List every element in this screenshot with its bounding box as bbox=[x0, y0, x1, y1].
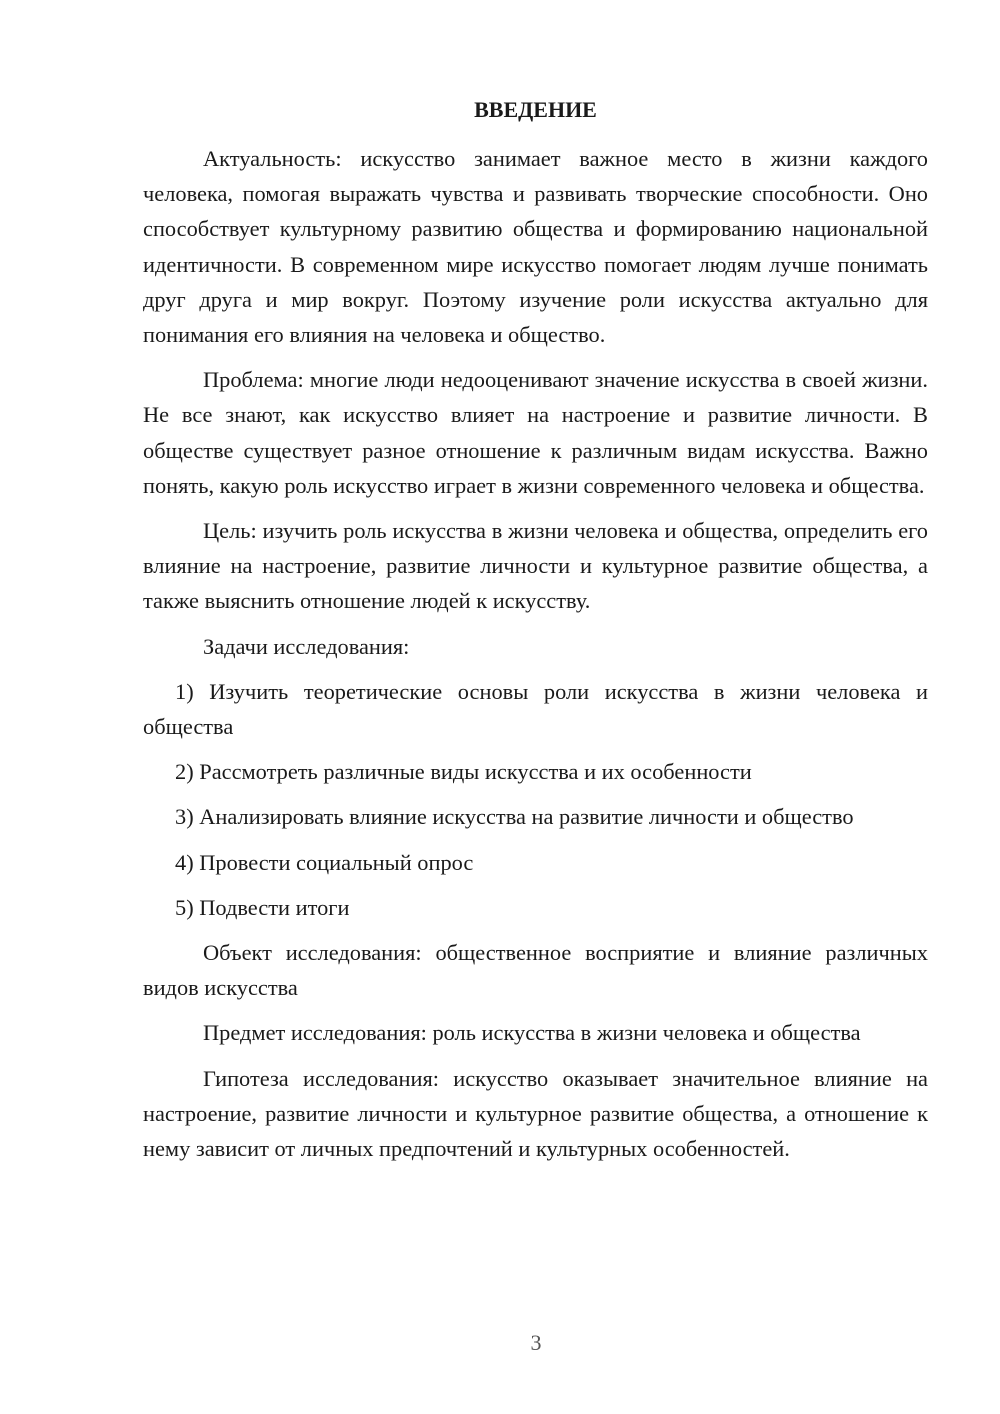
page-title: ВВЕДЕНИЕ bbox=[474, 97, 597, 122]
object-paragraph: Объект исследования: общественное восприятие и влияние различных видов искусства bbox=[143, 940, 928, 1001]
task-item-5: 5) Подвести итоги bbox=[175, 894, 350, 920]
task-item-3: 3) Анализировать влияние искусства на развитие личности и общество bbox=[175, 804, 854, 830]
hypothesis-paragraph: Гипотеза исследования: искусство оказывает значительное влияние на настроение, развитие личности и культурное развитие общества, а отношение к нему зависит от личных предпочтений и культурных особенностей. bbox=[143, 1065, 928, 1162]
goal-paragraph: Цель: изучить роль искусства в жизни человека и общества, определить его влияние на настроение, развитие личности и культурное развитие общества, а также выяснить отношение людей к искусству. bbox=[143, 518, 928, 614]
problem-paragraph: Проблема: многие люди недооценивают значение искусства в своей жизни. Не все знают, как искусство влияет на настроение и развитие личности. В обществе существует разное отношение к различным видам искусства. Важно понять, какую роль искусство играет в жизни современного человека и общества. bbox=[143, 367, 928, 498]
tasks-heading: Задачи исследования: bbox=[203, 633, 410, 659]
relevance-paragraph: Актуальность: искусство занимает важное место в жизни каждого человека, помогая выражать чувства и развивать творческие способности. Оно способствует культурному развитию общества и формированию национальной идентичности. В современном мире искусство помогает людям лучше понимать друг друга и мир вокруг. Поэтому изучение роли искусства актуально для понимания его влияния на человека и общество. bbox=[143, 146, 928, 348]
task-item-4: 4) Провести социальный опрос bbox=[175, 849, 474, 875]
task-item-2: 2) Рассмотреть различные виды искусства и их особенности bbox=[175, 759, 752, 785]
document-page bbox=[143, 92, 928, 1176]
task-item-1: 1) Изучить теоретические основы роли искусства в жизни человека и общества bbox=[143, 678, 928, 740]
subject-paragraph: Предмет исследования: роль искусства в жизни человека и общества bbox=[203, 1020, 861, 1046]
page-number: 3 bbox=[530, 1330, 542, 1355]
